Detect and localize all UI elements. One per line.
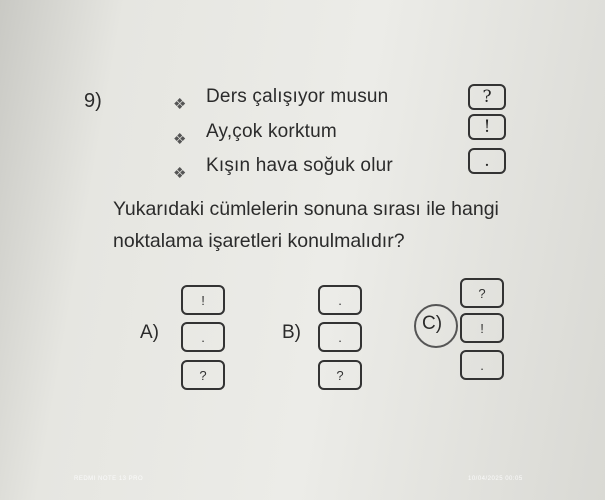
handwritten-mark: ! xyxy=(483,117,491,137)
answer-box-3 xyxy=(468,148,506,174)
prompt-line-1: Yukarıdaki cümlelerin sonuna sırası ile hangi xyxy=(113,198,499,220)
option-b-box-3: ? xyxy=(318,360,362,390)
bullet-icon: ❖ xyxy=(173,131,187,148)
bullet-icon: ❖ xyxy=(173,96,187,113)
option-c-label: C) xyxy=(422,313,443,334)
question-prompt xyxy=(113,193,499,257)
bullet-icon: ❖ xyxy=(173,165,187,182)
option-b-box-2: . xyxy=(318,322,362,352)
sentence-1: Ders çalışıyor musun xyxy=(206,86,389,107)
sentence-3: Kışın hava soğuk olur xyxy=(206,155,393,176)
option-a-box-2: . xyxy=(181,322,225,352)
option-a-box-1: ! xyxy=(181,285,225,315)
prompt-line-2: noktalama işaretleri konulmalıdır? xyxy=(113,230,405,252)
option-a-box-3: ? xyxy=(181,360,225,390)
option-c-box-3: . xyxy=(460,350,504,380)
option-b-box-1: . xyxy=(318,285,362,315)
option-c-box-2: ! xyxy=(460,313,504,343)
handwritten-mark: ? xyxy=(482,87,492,107)
photo-timestamp: 10/04/2025 00:05 xyxy=(468,476,523,482)
option-a-label: A) xyxy=(140,322,159,343)
question-number: 9) xyxy=(84,90,102,112)
answer-box-2 xyxy=(468,114,506,140)
handwritten-mark: . xyxy=(484,151,490,171)
camera-watermark: REDMI NOTE 13 PRO xyxy=(74,476,144,482)
answer-box-1 xyxy=(468,84,506,110)
sentence-2: Ay,çok korktum xyxy=(206,121,337,142)
option-c-box-1: ? xyxy=(460,278,504,308)
option-b-label: B) xyxy=(282,322,301,343)
